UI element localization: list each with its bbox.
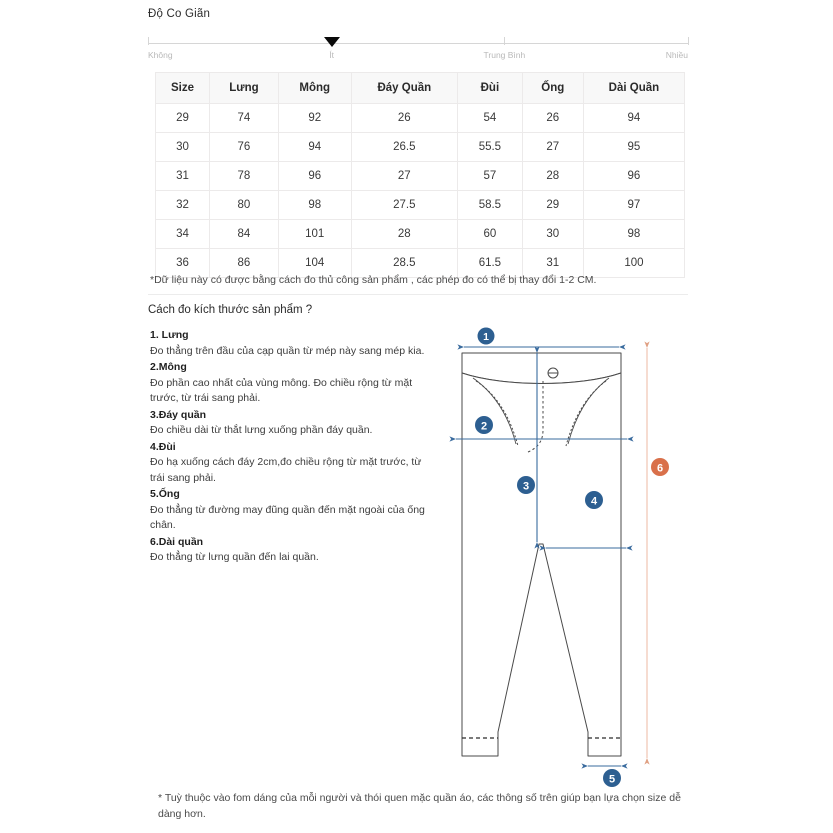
step-4-body: Đo hạ xuống cách đáy 2cm,đo chiều rộng từ mặt trước, từ trái sang phải. (150, 456, 422, 484)
cell-dai-quan: 98 (583, 220, 684, 249)
cell-ong: 26 (522, 104, 583, 133)
badge-1 (478, 328, 495, 345)
size-table (155, 72, 685, 278)
badge-3 (517, 476, 535, 494)
cell-dui: 58.5 (458, 191, 523, 220)
cell-lung: 86 (209, 249, 278, 278)
cell-size: 31 (156, 162, 210, 191)
header-ong: Ống (522, 73, 583, 104)
cell-day-quan: 28 (351, 220, 458, 249)
cell-lung: 80 (209, 191, 278, 220)
svg-text:1: 1 (483, 331, 489, 343)
badge-4 (585, 491, 603, 509)
table-body (156, 104, 685, 278)
table-row (156, 162, 685, 191)
cell-dai-quan: 96 (583, 162, 684, 191)
cell-dui: 57 (458, 162, 523, 191)
step-4-heading: 4.Đùi (150, 440, 176, 453)
step-1-heading: 1. Lưng (150, 329, 189, 341)
step-6-body: Đo thẳng từ lưng quần đến lai quần. (150, 551, 319, 563)
slider-tick-3 (688, 37, 689, 45)
cell-dui: 54 (458, 104, 523, 133)
cell-ong: 30 (522, 220, 583, 249)
cell-lung: 74 (209, 104, 278, 133)
cell-lung: 78 (209, 162, 278, 191)
cell-day-quan: 28.5 (351, 249, 458, 278)
table-note: *Dữ liệu này có được bằng cách đo thủ công sản phẩm , các phép đo có thể bị thay đổi 1-2 CM. (150, 274, 597, 286)
howto-title: Cách đo kích thước sản phẩm ? (148, 304, 313, 316)
step-1-body: Đo thẳng trên đầu của cạp quần từ mép này sang mép kia. (150, 344, 425, 357)
step-5-body: Đo thẳng từ đường may đũng quần đến mặt ngoài của ống chân. (150, 503, 425, 531)
pants-measurement-diagram (440, 326, 690, 796)
stretch-slider[interactable] (148, 33, 688, 61)
cell-size: 36 (156, 249, 210, 278)
step-2-body: Đo phần cao nhất của vùng mông. Đo chiều rộng từ mặt trước, từ trái sang phải. (150, 376, 413, 404)
table-header-row (156, 73, 685, 104)
slider-label-it: Ít (329, 50, 334, 60)
cell-day-quan: 26 (351, 104, 458, 133)
slider-track (148, 43, 688, 44)
cell-day-quan: 26.5 (351, 133, 458, 162)
cell-mong: 101 (278, 220, 351, 249)
cell-mong: 96 (278, 162, 351, 191)
table-row (156, 220, 685, 249)
header-lung: Lưng (209, 73, 278, 104)
step-3-heading: 3.Đáy quần (150, 408, 207, 421)
step-5-heading: 5.Ống (150, 488, 180, 500)
step-6-heading: 6.Dài quần (150, 535, 204, 548)
svg-text:2: 2 (480, 420, 488, 433)
cell-day-quan: 27.5 (351, 191, 458, 220)
svg-text:5: 5 (608, 773, 616, 786)
cell-ong: 29 (522, 191, 583, 220)
slider-tick-2 (504, 37, 505, 45)
cell-mong: 104 (278, 249, 351, 278)
cell-size: 34 (156, 220, 210, 249)
table-row (156, 133, 685, 162)
slider-label-nhieu: Nhiều (665, 50, 688, 60)
slider-tick-0 (148, 37, 149, 45)
cell-dai-quan: 95 (583, 133, 684, 162)
slider-label-trung-binh: Trung Bình (483, 50, 526, 60)
cell-mong: 94 (278, 133, 351, 162)
cell-lung: 76 (209, 133, 278, 162)
header-dui: Đùi (458, 73, 523, 104)
header-size: Size (156, 73, 210, 104)
cell-mong: 98 (278, 191, 351, 220)
svg-text:4: 4 (590, 495, 598, 508)
header-day-quan: Đáy Quần (351, 73, 458, 104)
cell-dui: 55.5 (458, 133, 523, 162)
stretch-marker-icon (324, 37, 340, 47)
cell-mong: 92 (278, 104, 351, 133)
pants-outline (462, 353, 621, 756)
measure-steps (150, 327, 432, 567)
stretch-title: Độ Co Giãn (148, 8, 211, 20)
badge-5 (603, 769, 621, 787)
cell-dai-quan: 100 (583, 249, 684, 278)
stretch-section (148, 8, 688, 61)
cell-size: 30 (156, 133, 210, 162)
cell-ong: 27 (522, 133, 583, 162)
header-mong: Mông (278, 73, 351, 104)
section-divider (148, 294, 688, 295)
cell-dui: 61.5 (458, 249, 523, 278)
cell-ong: 31 (522, 249, 583, 278)
cell-dai-quan: 97 (583, 191, 684, 220)
svg-text:3: 3 (522, 480, 530, 493)
step-3-body: Đo chiều dài từ thắt lưng xuống phần đáy quần. (150, 424, 373, 436)
cell-size: 32 (156, 191, 210, 220)
badge-6 (651, 458, 669, 476)
badge-2 (475, 416, 493, 434)
table-row (156, 191, 685, 220)
footer-note: * Tuỳ thuộc vào fom dáng của mỗi người và thói quen mặc quần áo, các thông số trên giúp bạn lựa chọn size dễ dàng hơn. (158, 792, 681, 820)
cell-day-quan: 27 (351, 162, 458, 191)
cell-dui: 60 (458, 220, 523, 249)
svg-text:6: 6 (656, 462, 664, 475)
cell-ong: 28 (522, 162, 583, 191)
cell-lung: 84 (209, 220, 278, 249)
slider-label-khong: Không (148, 50, 173, 60)
cell-size: 29 (156, 104, 210, 133)
cell-dai-quan: 94 (583, 104, 684, 133)
header-dai-quan: Dài Quần (583, 73, 684, 104)
step-2-heading: 2.Mông (150, 361, 187, 373)
table-row (156, 104, 685, 133)
